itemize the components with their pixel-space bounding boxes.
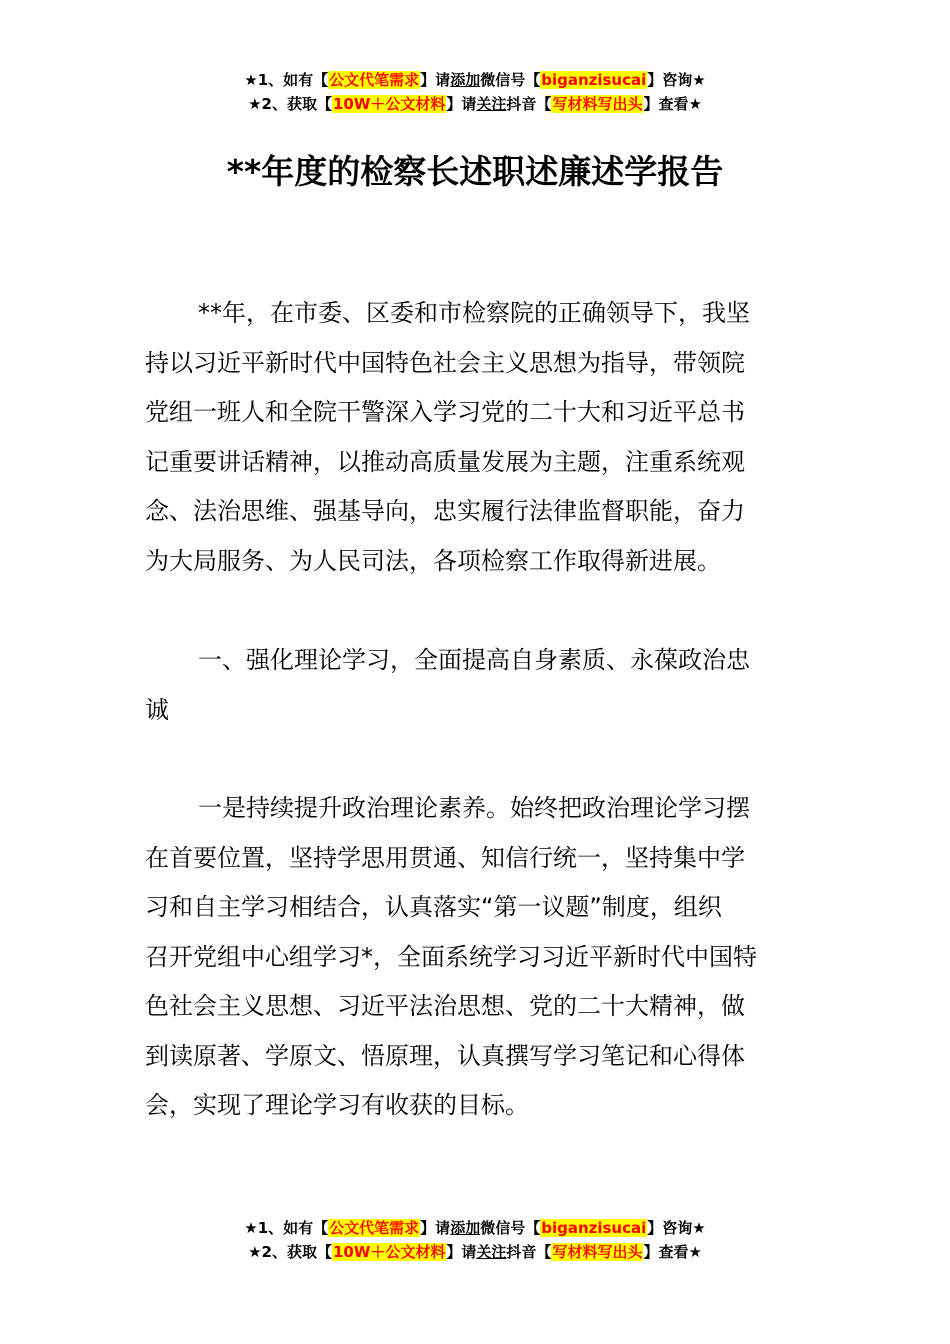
banner-highlight: 公文代笔需求 <box>329 71 420 89</box>
paragraph-line: **年，在市委、区委和市检察院的正确领导下，我坚 <box>198 299 750 327</box>
heading-line: 一、强化理论学习，全面提高自身素质、永葆政治忠 <box>198 646 750 674</box>
banner-underlined-text: 关注 <box>476 95 507 113</box>
banner-text: 】请 <box>420 71 451 89</box>
banner-text: 】请 <box>446 95 477 113</box>
paragraph-line: 会，实现了理论学习有收获的目标。 <box>145 1091 529 1119</box>
banner-text: 】查看★ <box>643 1243 702 1261</box>
section-heading-1 <box>145 636 805 735</box>
banner-text: ★1、如有【 <box>244 1219 329 1237</box>
paragraph-line: 习和自主学习相结合，认真落实“第一议题”制度，组织 <box>145 893 722 921</box>
document-title: **年度的检察长述职述廉述学报告 <box>226 152 724 191</box>
paragraph-line: 党组一班人和全院干警深入学习党的二十大和习近平总书 <box>145 398 745 426</box>
paragraph-intro <box>145 289 805 586</box>
banner-text: ★2、获取【 <box>248 1243 332 1261</box>
banner-highlight: 10W＋公文材料 <box>332 1243 446 1261</box>
banner-underlined-text: 添加 <box>450 1219 481 1237</box>
banner-text: ★1、如有【 <box>244 71 329 89</box>
banner-highlight: biganzisucai <box>541 71 647 89</box>
banner-text: 】查看★ <box>643 95 702 113</box>
paragraph-line: 为大局服务、为人民司法，各项检察工作取得新进展。 <box>145 546 721 575</box>
banner-text: 】咨询★ <box>647 1219 706 1237</box>
banner-highlight: 写材料写出头 <box>552 1243 643 1261</box>
paragraph-line: 念、法治思维、强基导向，忠实履行法律监督职能，奋力 <box>145 497 745 525</box>
banner-highlight: 10W＋公文材料 <box>332 95 446 113</box>
paragraph-line: 在首要位置，坚持学思用贯通、知信行统一，坚持集中学 <box>145 843 745 872</box>
banner-line-2 <box>0 1240 950 1264</box>
banner-underlined-text: 关注 <box>476 1243 507 1261</box>
banner-highlight: biganzisucai <box>541 1219 647 1237</box>
paragraph-line: 记重要讲话精神，以推动高质量发展为主题，注重系统观 <box>145 447 745 476</box>
paragraph-line: 色社会主义思想、习近平法治思想、党的二十大精神，做 <box>145 992 745 1020</box>
banner-text: 微信号【 <box>480 1219 541 1237</box>
banner-text: 抖音【 <box>506 1243 552 1261</box>
banner-line-2 <box>0 92 950 116</box>
banner-text: ★2、获取【 <box>248 95 332 113</box>
footer-banner <box>0 1216 950 1264</box>
paragraph-line: 持以习近平新时代中国特色社会主义思想为指导，带领院 <box>145 348 745 377</box>
banner-text: 微信号【 <box>480 71 541 89</box>
banner-text: 】请 <box>420 1219 451 1237</box>
banner-line-1 <box>0 1216 950 1240</box>
paragraph-line: 一是持续提升政治理论素养。始终把政治理论学习摆 <box>198 794 750 822</box>
heading-line: 诚 <box>145 695 169 724</box>
paragraph-line: 召开党组中心组学习*，全面系统学习习近平新时代中国特 <box>145 942 757 971</box>
paragraph-line: 到读原著、学原文、悟原理，认真撰写学习笔记和心得体 <box>145 1041 745 1070</box>
banner-text: 】咨询★ <box>647 71 706 89</box>
banner-underlined-text: 添加 <box>450 71 481 89</box>
banner-highlight: 写材料写出头 <box>552 95 643 113</box>
header-banner <box>0 68 950 116</box>
banner-line-1 <box>0 68 950 92</box>
banner-text: 抖音【 <box>506 95 552 113</box>
paragraph-theory-study <box>145 784 805 1131</box>
banner-highlight: 公文代笔需求 <box>329 1219 420 1237</box>
banner-text: 】请 <box>446 1243 477 1261</box>
